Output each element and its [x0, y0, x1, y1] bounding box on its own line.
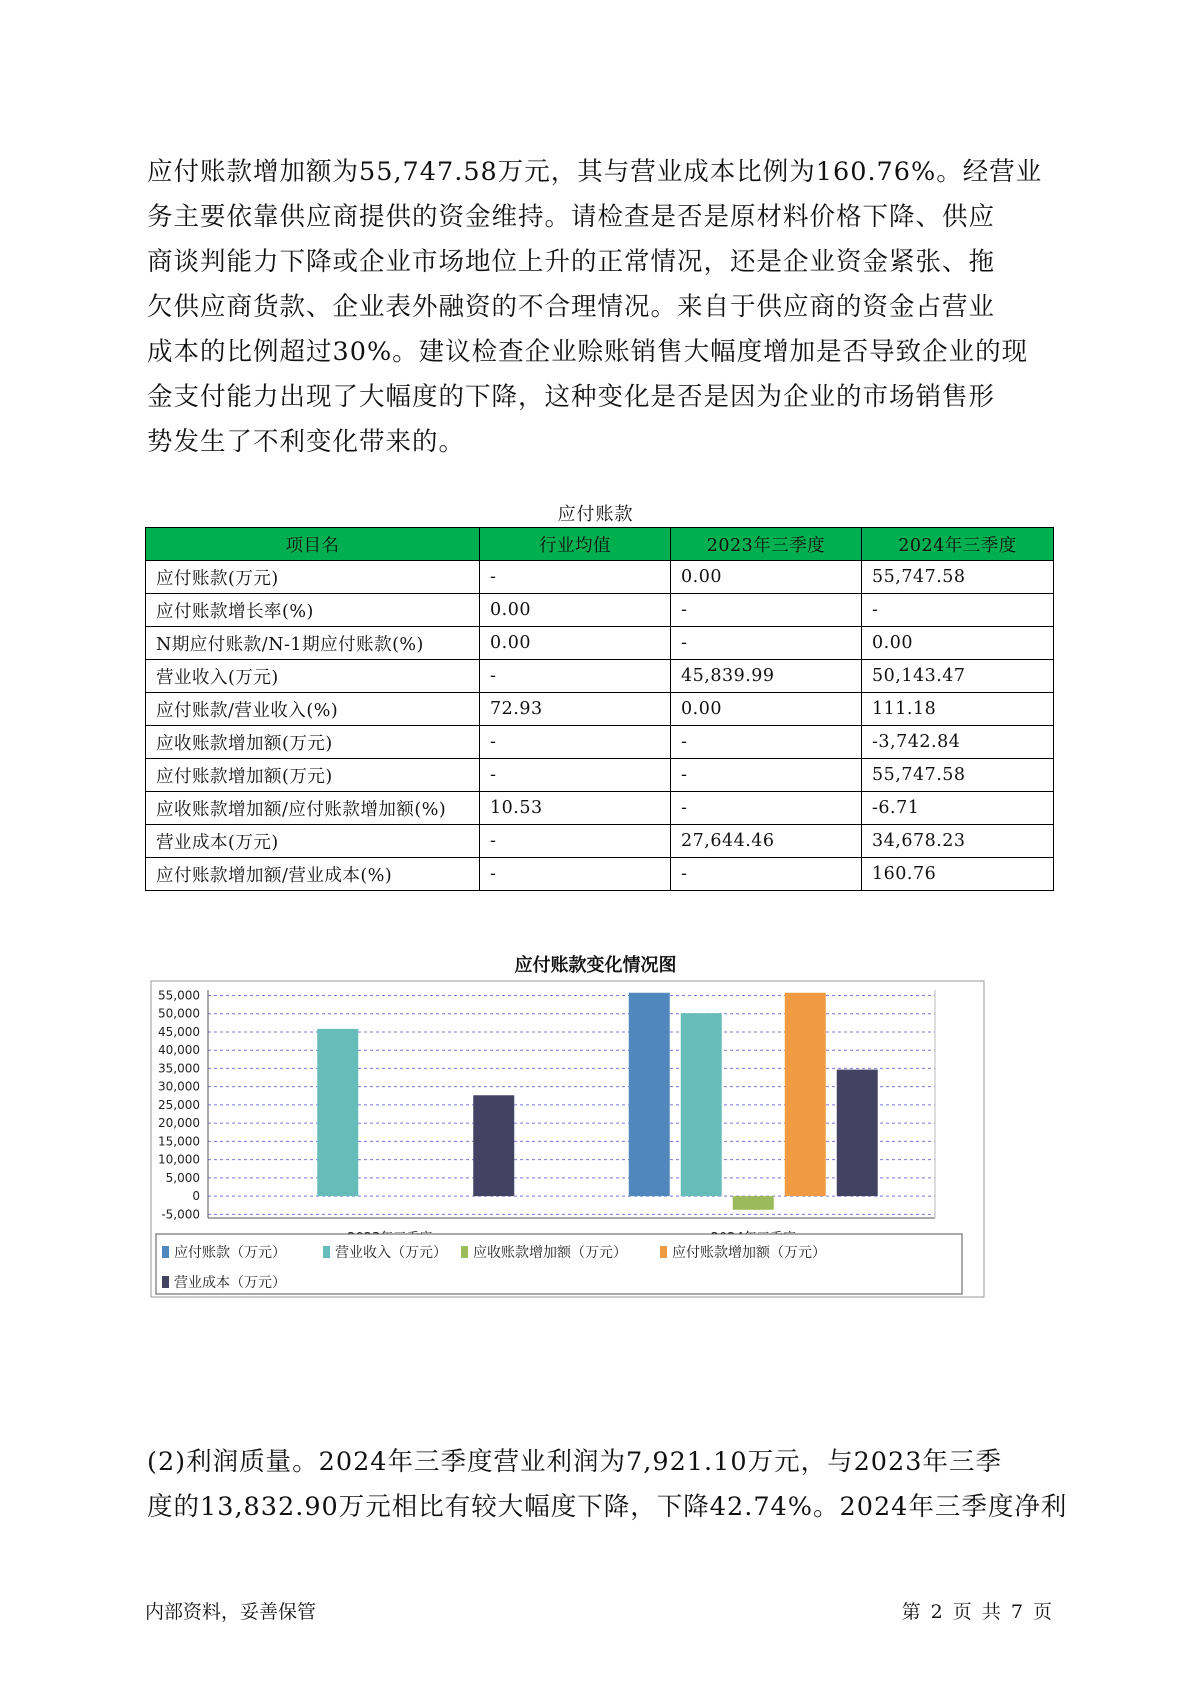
table-cell: 应付账款/营业收入(%) [146, 693, 480, 726]
table-cell: 营业成本(万元) [146, 825, 480, 858]
header-2023-q3: 2023年三季度 [671, 528, 862, 561]
chart-title: 应付账款变化情况图 [514, 955, 677, 976]
legend-swatch [162, 1276, 169, 1288]
legend-swatch [162, 1246, 169, 1258]
table-cell: 111.18 [862, 693, 1054, 726]
paragraph-line: 度的13,832.90万元相比有较大幅度下降，下降42.74%。2024年三季度净利 [147, 1492, 1068, 1522]
table-cell: 营业收入(万元) [146, 660, 480, 693]
legend-swatch [461, 1246, 468, 1258]
table-cell: -6.71 [862, 792, 1054, 825]
table-cell: 55,747.58 [862, 759, 1054, 792]
table-cell: - [671, 759, 862, 792]
paragraph-line: 成本的比例超过30%。建议检查企业赊账销售大幅度增加是否导致企业的现 [147, 337, 1029, 367]
table-cell: 应收账款增加额(万元) [146, 726, 480, 759]
paragraph-line: 商谈判能力下降或企业市场地位上升的正常情况，还是企业资金紧张、拖 [147, 247, 996, 277]
table-cell: 160.76 [862, 858, 1054, 891]
table-row [146, 660, 1054, 693]
bar [629, 993, 670, 1196]
table-row [146, 825, 1054, 858]
y-tick-label: 40,000 [158, 1043, 200, 1058]
footer-page-number: 第 2 页 共 7 页 [901, 1601, 1052, 1623]
y-tick-label: 35,000 [158, 1061, 200, 1076]
table-row [146, 627, 1054, 660]
table-cell: - [480, 726, 671, 759]
table-cell: - [480, 858, 671, 891]
y-tick-label: 30,000 [158, 1079, 200, 1094]
table-cell: - [671, 594, 862, 627]
table-cell: - [480, 561, 671, 594]
table-row [146, 759, 1054, 792]
intro-paragraph [147, 150, 1052, 465]
bar [317, 1029, 358, 1196]
header-industry-average: 行业均值 [480, 528, 671, 561]
paragraph-line: 务主要依靠供应商提供的资金维持。请检查是否是原材料价格下降、供应 [147, 202, 996, 232]
legend-label: 应收账款增加额（万元） [473, 1245, 627, 1261]
paragraph-line: 金支付能力出现了大幅度的下降，这种变化是否是因为企业的市场销售形 [147, 382, 996, 412]
legend-label: 营业成本（万元） [174, 1275, 286, 1291]
table-cell: - [480, 759, 671, 792]
table-cell: - [480, 660, 671, 693]
y-tick-label: 15,000 [158, 1134, 200, 1149]
table-cell: 应付账款(万元) [146, 561, 480, 594]
paragraph-line: (2)利润质量。2024年三季度营业利润为7,921.10万元，与2023年三季 [147, 1447, 1002, 1477]
paragraph-line: 势发生了不利变化带来的。 [147, 427, 466, 457]
legend-label: 营业收入（万元） [335, 1245, 447, 1261]
table-cell: - [671, 792, 862, 825]
table-cell: 34,678.23 [862, 825, 1054, 858]
table-cell: 0.00 [671, 693, 862, 726]
table-cell: - [862, 594, 1054, 627]
bar [681, 1013, 722, 1196]
bar [473, 1095, 514, 1196]
table-cell: 应付账款增加额(万元) [146, 759, 480, 792]
table-cell: 45,839.99 [671, 660, 862, 693]
table-header-row [146, 528, 1054, 561]
y-tick-label: -5,000 [161, 1207, 200, 1222]
table-cell: 0.00 [480, 627, 671, 660]
table-cell: 0.00 [862, 627, 1054, 660]
table-cell: 应付账款增加额/营业成本(%) [146, 858, 480, 891]
table-cell: - [671, 726, 862, 759]
legend-label: 应付账款增加额（万元） [672, 1245, 826, 1261]
table-row [146, 693, 1054, 726]
bar [733, 1196, 774, 1210]
table-cell: 应收账款增加额/应付账款增加额(%) [146, 792, 480, 825]
y-tick-label: 5,000 [165, 1170, 200, 1185]
bar [837, 1070, 878, 1197]
y-tick-label: 20,000 [158, 1116, 200, 1131]
header-item-name: 项目名 [146, 528, 480, 561]
table-row [146, 726, 1054, 759]
table-cell: - [480, 825, 671, 858]
legend-swatch [323, 1246, 330, 1258]
header-2024-q3: 2024年三季度 [862, 528, 1054, 561]
footer-confidential-note: 内部资料，妥善保管 [145, 1601, 317, 1623]
table-cell: N期应付账款/N-1期应付账款(%) [146, 627, 480, 660]
table-cell: 50,143.47 [862, 660, 1054, 693]
table-cell: -3,742.84 [862, 726, 1054, 759]
table-cell: 10.53 [480, 792, 671, 825]
profit-paragraph [147, 1440, 1068, 1530]
table-cell: - [671, 627, 862, 660]
paragraph-line: 欠供应商货款、企业表外融资的不合理情况。来自于供应商的资金占营业 [147, 292, 996, 322]
table-row [146, 561, 1054, 594]
y-tick-label: 10,000 [158, 1152, 200, 1167]
table-cell: 0.00 [480, 594, 671, 627]
paragraph-line: 应付账款增加额为55,747.58万元，其与营业成本比例为160.76%。经营业 [147, 157, 1043, 187]
y-tick-label: 50,000 [158, 1006, 200, 1021]
table-cell: 55,747.58 [862, 561, 1054, 594]
table-cell: 72.93 [480, 693, 671, 726]
table-caption: 应付账款 [557, 504, 634, 525]
bar [785, 993, 826, 1196]
y-tick-label: 45,000 [158, 1024, 200, 1039]
table-cell: - [671, 858, 862, 891]
table-cell: 应付账款增长率(%) [146, 594, 480, 627]
table-row [146, 792, 1054, 825]
y-tick-label: 55,000 [158, 988, 200, 1003]
payables-bar-chart [150, 980, 1010, 1298]
y-tick-label: 25,000 [158, 1097, 200, 1112]
legend-swatch [660, 1246, 667, 1258]
table-row [146, 858, 1054, 891]
table-row [146, 594, 1054, 627]
payables-table [145, 527, 1054, 891]
table-cell: 27,644.46 [671, 825, 862, 858]
table-cell: 0.00 [671, 561, 862, 594]
y-tick-label: 0 [192, 1189, 200, 1204]
legend-label: 应付账款（万元） [174, 1245, 286, 1261]
